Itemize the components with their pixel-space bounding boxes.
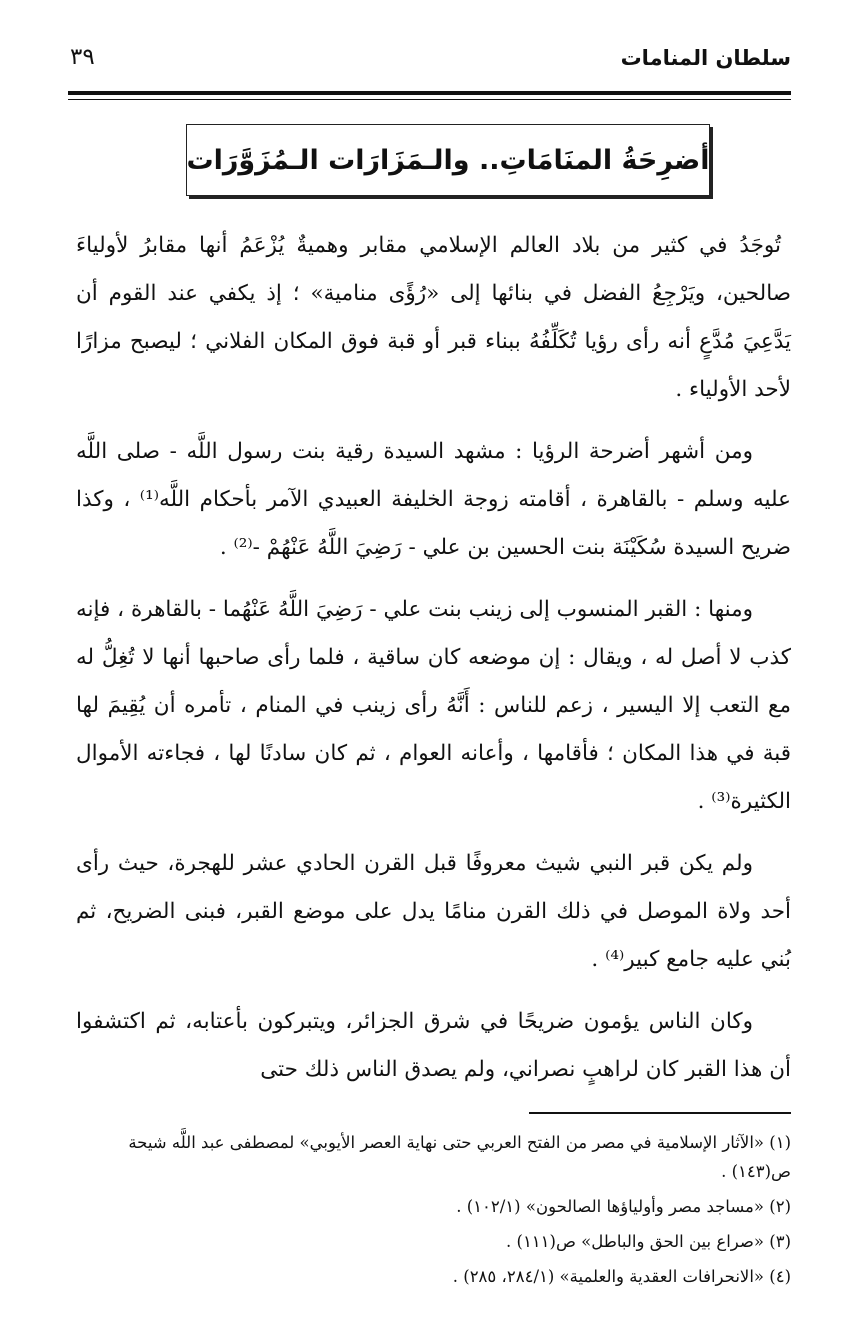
paragraph: وكان الناس يؤمون ضريحًا في شرق الجزائر، ويتبركون بأعتابه، ثم اكتشفوا أن هذا القبر كان لراهبٍ نصراني، ولم يصدق الناس ذلك حتى [76, 1009, 791, 1082]
paragraph: ومنها : القبر المنسوب إلى زينب بنت علي - رَضِيَ اللَّهُ عَنْهُما - بالقاهرة ، فإنه كذب لا أصل له ، ويقال : إن موضعه كان ساقية ، فلما رأى صاحبها أنها لا تُغِلُّ له مع التعب إلا اليسير ، زعم للناس : أَنَّهُ رأى زينب في المنام ، تأمره أن يُقِيمَ لها قبة في هذا المكان ؛ فأقامها ، وأعانه العوام ، ثم كان سادنًا لها ، فجاءته الأموال الكثيرة⁽³⁾ . [76, 597, 791, 814]
footnote: (٣) «صراع بين الحق والباطل» ص(١١١) . [506, 1232, 791, 1251]
body-text [76, 222, 791, 1108]
running-header-title: سلطان المنامات [620, 46, 791, 70]
footnote: (٤) «الانحرافات العقدية والعلمية» (٢٨٤/١، ٢٨٥) . [452, 1267, 791, 1286]
chapter-title-box [186, 124, 710, 196]
footnote: (١) «الآثار الإسلامية في مصر من الفتح العربي حتى نهاية العصر الأيوبي» لمصطفى عبد اللَّه شيحة ص(١٤٣) . [128, 1133, 791, 1181]
footnotes [76, 1128, 791, 1297]
running-header [68, 40, 791, 80]
paragraph: تُوجَدُ في كثير من بلاد العالم الإسلامي مقابر وهميةٌ يُزْعَمُ أنها مقابرُ لأولياءَ صالحين، ويَرْجِعُ الفضل في بنائها إلى «رُؤًى منامية» ؛ إذ يكفي عند القوم أن يَدَّعِيَ مُدَّعٍ أنه رأى رؤيا تُكَلِّفُهُ ببناء قبر أو قبة فوق المكان الفلاني ؛ ليصبح مزارًا لأحد الأولياء . [76, 233, 791, 402]
footnote-separator [529, 1112, 791, 1114]
page-number: ٣٩ [70, 44, 95, 70]
footnote: (٢) «مساجد مصر وأولياؤها الصالحون» (١٠٢/١) . [456, 1197, 791, 1216]
paragraph: ولم يكن قبر النبي شيث معروفًا قبل القرن الحادي عشر للهجرة، حيث رأى أحد ولاة الموصل في ذلك القرن منامًا يدل على موضع القبر، فبنى الضريح، ثم بُني عليه جامع كبير⁽⁴⁾ . [76, 851, 791, 972]
chapter-title: أضرِحَةُ المنَامَاتِ.. والـمَزَارَات الـمُزَوَّرَات [186, 144, 710, 176]
paragraph: ومن أشهر أضرحة الرؤيا : مشهد السيدة رقية بنت رسول اللَّه - صلى اللَّه عليه وسلم - بالقاهرة ، أقامته زوجة الخليفة العبيدي الآمر بأحكام اللَّه⁽¹⁾ ، وكذا ضريح السيدة سُكَيْنَة بنت الحسين بن علي - رَضِيَ اللَّهُ عَنْهُمْ -⁽²⁾ . [76, 439, 791, 560]
header-rule-thin [68, 99, 791, 100]
header-rule-thick [68, 91, 791, 95]
